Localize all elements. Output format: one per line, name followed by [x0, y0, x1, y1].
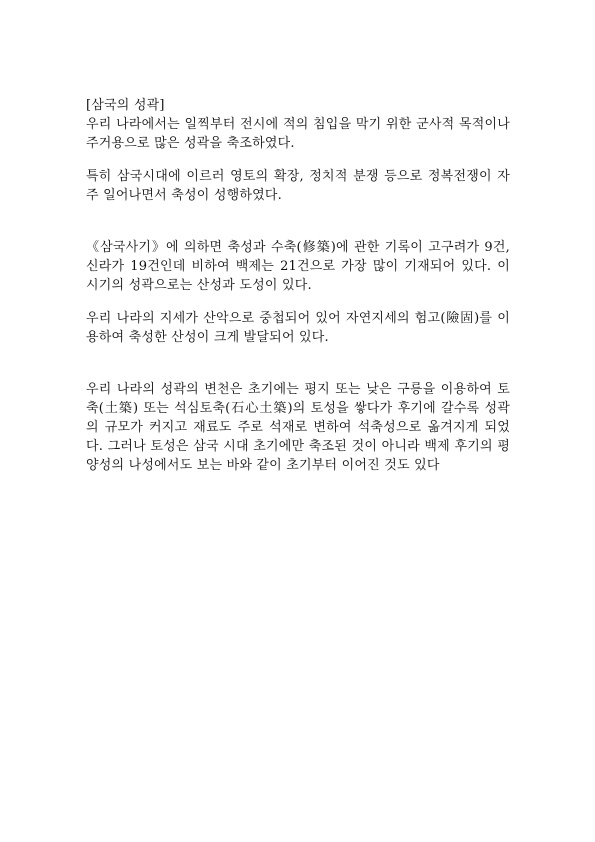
paragraph-fortress-evolution: 우리 나라의 성곽의 변천은 초기에는 평지 또는 낮은 구릉을 이용하여 토축(土築) 또는 석심토축(石心土築)의 토성을 쌓다가 후기에 갈수록 성곽의 규모가 커지고 재료도 주로 석재로 변하여 석축성으로 옮겨지게 되었다. 그러나 토성은 삼국 시대 초기에만 축조된 것이 아니라 백제 후기의 평양성의 나성에서도 보는 바와 같이 초기부터 이어진 것도 있다: [86, 382, 510, 473]
paragraph-mountain-fortresses: 우리 나라의 지세가 산악으로 중첩되어 있어 자연지세의 험고(險固)를 이용하여 축성한 산성이 크게 발달되어 있다.: [86, 311, 510, 345]
paragraph-samguk-sagi-records: 《삼국사기》에 의하면 축성과 수축(修築)에 관한 기록이 고구려가 9건, 신라가 19건인데 비하여 백제는 21건으로 가장 많이 기재되어 있다. 이 시기의 성곽으로는 산성과 도성이 있다.: [86, 240, 510, 293]
paragraph-military-purpose: 우리 나라에서는 일찍부터 전시에 적의 침입을 막기 위한 군사적 목적이나 주거용으로 많은 성곽을 축조하였다.: [86, 117, 510, 151]
document-heading: [삼국의 성곽]: [86, 98, 165, 113]
paragraph-three-kingdoms-era: 특히 삼국시대에 이르러 영토의 확장, 정치적 분쟁 등으로 정복전쟁이 자주 일어나면서 축성이 성행하였다.: [86, 169, 510, 203]
document-body: [86, 96, 510, 475]
